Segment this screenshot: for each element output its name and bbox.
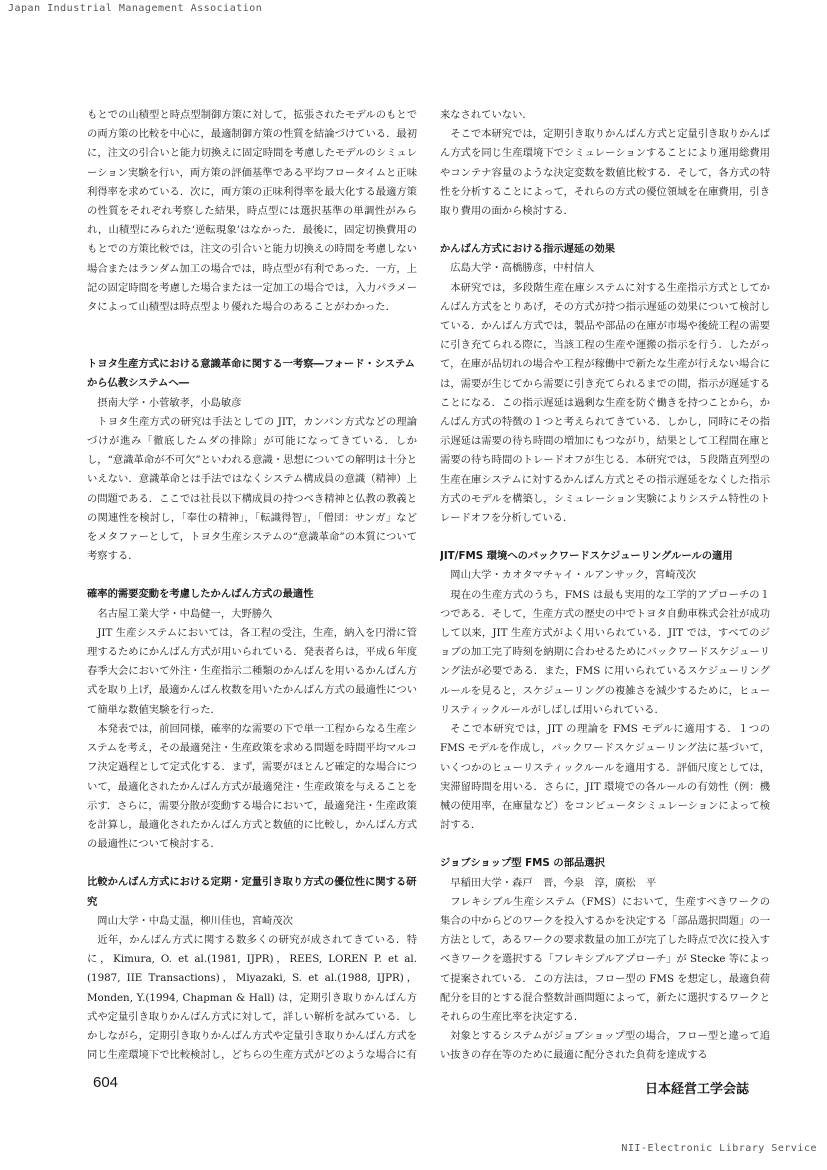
- section-title: JIT/FMS 環境へのバックワードスケジューリングルールの適用: [440, 550, 733, 563]
- section-paragraph: 現在の生産方式のうち，FMS は最も実用的な工学的アプローチの１つである．そして，生産方式の歴史の中でトヨタ自動車株式会社が成功して以来，JIT 生産方式がよく用いられている．JIT では，すべてのジョブの加工完了時刻を納期に合わせるためにバックワードスケジューリング法が必要である．また，FMS に用いられているスケジューリングルールを見ると，スケジューリングの複雑さを減少するために，ヒューリスティックルールがしばしば用いられている．: [440, 588, 770, 716]
- section-authors: 名古屋工業大学・中島健一，大野勝久: [97, 607, 273, 620]
- intro-paragraph: もとでの山積型と時点型制御方策に対して，拡張されたモデルのもとでの両方策の比較を中心に，最適制御方策の性質を結論づけている．最初に，注文の引合いと能力切換えに固定時間を考慮したモデルのシミュレーション実験を行い，両方策の評価基準である平均フロータイムと正味利得率を求めている．次に，両方策の正味利得率を最大化する最適方策の性質をそれぞれ考察した結果，時点型には選択基準の単調性がみられ，山積型にみられた‘逆転現象’はなかった．最後に，固定切換費用のもとでの方策比較では，注文の引合いと能力切換えの時間を考慮しない場合またはランダム加工の場合では，時点型が有利であった．一方，上記の固定時間を考慮した場合または一定加工の場合では，入力パラメータによって山積型は時点型より優れた場合のあることがわかった．: [87, 109, 417, 314]
- section-authors: 広島大学・高橋勝彦，中村信人: [450, 262, 595, 275]
- continuation-paragraph: そこで本研究では，定期引き取りかんばん方式と定量引き取りかんばん方式を同じ生産環境下でシミュレーションすることにより運用総費用やコンテナ容量のような決定変数を数値比較する．そして，各方式の特性を分析することによって，それらの方式の優位領域を在庫費用，引き取り費用の面から検討する．: [440, 128, 770, 218]
- section-authors: 岡山大学・カオタマチャイ・ルアンサック，宮崎茂次: [450, 569, 697, 582]
- right-column: [440, 106, 770, 1066]
- section-jobshop-fms: [440, 854, 770, 1065]
- section-paragraph: 本発表では，前回同様，確率的な需要の下で単一工程からなる生産システムを考え，その最適発注・生産政策を求める問題を時間平均マルコフ決定過程として定式化する．まず，需要がほとんど確定的な場合について，最適化されたかんばん方式が最適発注・生産政策を与えることを示す．さらに，需要分散が変動する場合において，最適発注・生産政策を計算し，最適化されたかんばん方式と数値的に比較し，かんばん方式の最適性について検討する．: [87, 722, 417, 851]
- footer-service: NII-Electronic Library Service: [621, 1143, 817, 1154]
- section-authors: 早稲田大学・森戸 晋，今泉 淳，廣松 平: [450, 876, 657, 889]
- section-title: ジョブショップ型 FMS の部品選択: [440, 857, 605, 870]
- section-kanban-optimality: [87, 585, 417, 854]
- section-title: 比較かんばん方式における定期・定量引き取り方式の優位性に関する研究: [87, 876, 417, 908]
- left-column: [87, 106, 417, 1066]
- continuation-line: 来なされていない．: [440, 109, 533, 121]
- section-title: トヨタ生産方式における意識革命に関する一考察―フォード・システムから仏教システムへ―: [87, 358, 415, 390]
- section-toyota: [87, 355, 417, 566]
- section-paragraph: フレキシブル生産システム（FMS）において，生産すべきワークの集合の中からどのワークを投入するかを決定する「部品選択問題」の一方法として，あるワークの要求数量の加工が完了した時点で次に投入すべきワークを選択する「フレキシブルアプローチ」が Stecke 等によって提案されている．この方法は，フロー型の FMS を想定し，最適負荷配分を目的とする混合整数計画問題によって，新たに選択するワークとそれらの生産比率を決定する．: [440, 895, 770, 1023]
- section-title: 確率的需要変動を考慮したかんばん方式の最適性: [87, 588, 314, 601]
- section-paragraph: JIT 生産システムにおいては，各工程の受注，生産，納入を円滑に管理するためにかんばん方式が用いられている．発表者らは，平成６年度春季大会において外注・生産指示二種類のかんばんを用いるかんばん方式を取り上げ，最適かんばん枚数を用いたかんばん方式の最適性について簡単な数値実験を行った．: [87, 626, 417, 716]
- section-authors: 岡山大学・中島丈温，柳川佳也，宮崎茂次: [97, 914, 293, 927]
- section-authors: 摂南大学・小菅敏孝，小島敏彦: [97, 396, 242, 409]
- section-paragraph: 本研究では，多段階生産在庫システムに対する生産指示方式としてかんばん方式をとりあげ，その方式が持つ指示遅延の効果について検討している．かんばん方式では，製品や部品の在庫が市場や後続工程の需要に引き充てられる際に，当該工程の生産や運搬の指示を行う．したがって，在庫が品切れの場合や工程が稼働中で新たな生産が行えない場合には，需要が生じてから需要に引き充てられるまでの間，指示が遅延することになる．この指示遅延は過剰な生産を防ぐ働きを持つことから，かんばん方式の特徴の１つと考えられてきている．しかし，同時にその指示遅延は需要の待ち時間の増加にもつながり，結果として工程間在庫と需要の待ち時間のトレードオフが生じる．本研究では，５段階直列型の生産在庫システムに対するかんばん方式とその指示遅延をなくした指示方式のモデルを構築し，シミュレーション実験によりシステム特性のトレードオフを分析している．: [440, 281, 770, 525]
- section-paragraph: トヨタ生産方式の研究は手法としての JIT，カンバン方式などの理論づけが進み「徹底したムダの排除」が可能になってきている．しかし，“意識革命が不可欠”といわれる意識・思想についての解明は十分といえない．意識革命とは手法ではなくシステム構成員の意識（精神）上の問題である．ここでは社長以下構成員の持つべき精神と仏教の教義との関連性を検討し，「奉仕の精神」，「転識得智」，「僧団：サンガ」などをメタファーとして，トヨタ生産システムの“意識革命”の本質について考察する．: [87, 415, 417, 563]
- section-paragraph: そこで本研究では，JIT の理論を FMS モデルに適用する．１つの FMS モデルを作成し，バックワードスケジューリング法に基づいて，いくつかのヒューリスティックルールを適用する．評価尺度としては，実滞留時間を用いる．さらに，JIT 環境での各ルールの有効性（例：機械の使用率，在庫量など）をコンピュータシミュレーションによって検討する．: [440, 723, 770, 832]
- section-paragraph: 対象とするシステムがジョブショップ型の場合，フロー型と違って追い抜きの存在等のために最適に配分された負荷を達成する: [440, 1030, 770, 1062]
- journal-name: 日本経営工学会誌: [644, 1082, 749, 1097]
- page-number: 604: [93, 1074, 119, 1091]
- section-paragraph: 近年，かんばん方式に関する数多くの研究が成されてきている．特に，Kimura, O. et al.(1981, IJPR)，REES, LOREN P. et al.(1987, IIE Transactions)，Miyazaki, S. et al.(1988, IJPR)，Monden, Y.(1994, Chapman & Hall) は，定期引き取りかんばん方式や定量引き取りかんばん方式に対して，詳しい解析を試みている．しかしながら，定期引き取りかんばん方式や定量引き取りかんばん方式を同じ生産環境下で比較検討し，どちらの生産方式がどのような場合に有: [87, 933, 417, 1062]
- header-org: Japan Industrial Management Association: [8, 3, 263, 14]
- section-instruction-delay: [440, 240, 770, 528]
- section-backward-scheduling: [440, 547, 770, 835]
- section-periodic-quantity: [87, 873, 417, 1066]
- section-title: かんばん方式における指示遅延の効果: [440, 243, 616, 256]
